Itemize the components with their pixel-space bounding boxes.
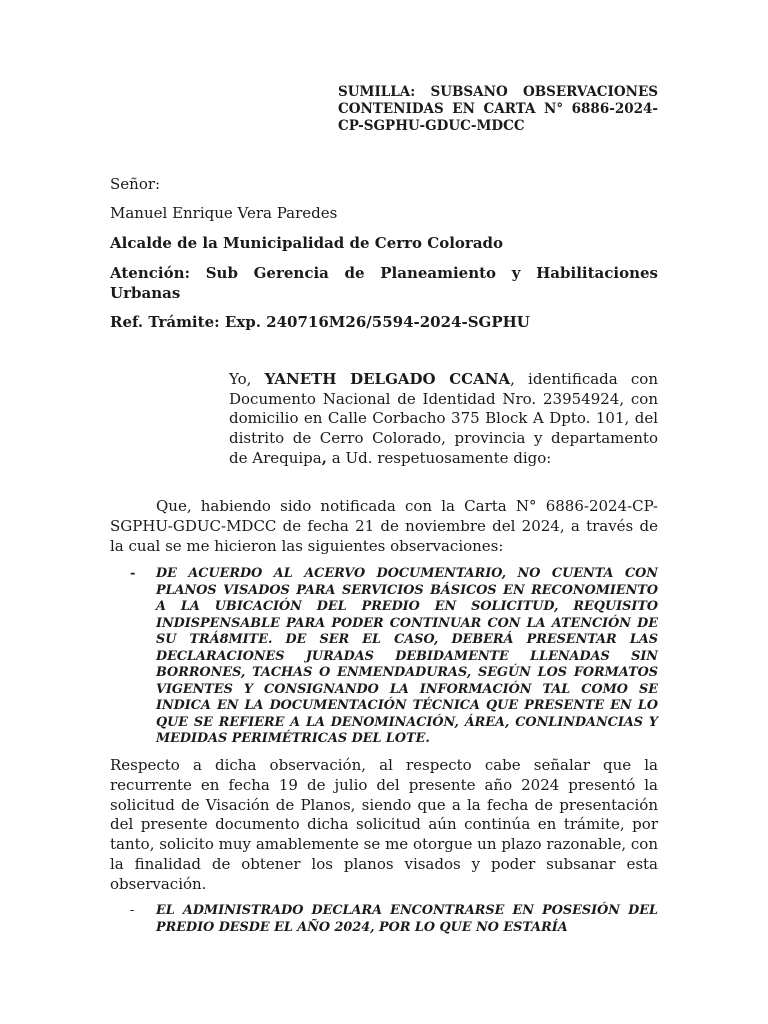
intro-comma: , bbox=[321, 448, 327, 467]
paragraph-response: Respecto a dicha observación, al respecto cabe señalar que la recurrente en fecha 19 de julio del presente año 2024 presentó la solicitud de Visación de Planos, siendo que a la fecha de presentación del presente documento dicha solicitud aún continúa en trámite, por tanto, solicito muy amablemente se me otorgue un plazo razonable, con la finalidad de obtener los planos visados y poder subsanar esta observación. bbox=[110, 756, 658, 893]
observation-text: DE ACUERDO AL ACERVO DOCUMENTARIO, NO CUENTA CON PLANOS VISADOS PARA SERVICIOS BÁSICOS EN RECONOMIENTO A LA UBICACIÓN DEL PREDIO EN SOLICITUD, REQUISITO INDISPENSABLE PARA PODER CONTINUAR CON LA ATENCIÓN DE SU TRÁ8MITE. DE SER EL CASO, DEBERÁ PRESENTAR LAS DECLARACIONES JURADAS DEBIDAMENTE LLENADAS SIN BORRONES, TACHAS O ENMENDADURAS, SEGÚN LOS FORMATOS VIGENTES Y CONSIGNANDO LA INFORMACIÓN TAL COMO SE INDICA EN LA DOCUMENTACIÓN TÉCNICA QUE PRESENTE EN LO QUE SE REFIERE A LA DENOMINACIÓN, ÁREA, CONLINDANCIAS Y MEDIDAS PERIMÉTRICAS DEL LOTE. bbox=[156, 566, 658, 746]
intro-paragraph bbox=[229, 370, 658, 469]
sumilla-heading: SUMILLA: SUBSANO OBSERVACIONES CONTENIDAS EN CARTA N° 6886-2024-CP-SGPHU-GDUC-MDCC bbox=[338, 84, 658, 134]
intro-prefix: Yo, bbox=[229, 370, 265, 388]
observation-item bbox=[110, 903, 658, 936]
recipient-name: Manuel Enrique Vera Paredes bbox=[110, 204, 338, 222]
observation-text: EL ADMINISTRADO DECLARA ENCONTRARSE EN POSESIÓN DEL PREDIO DESDE EL AÑO 2024, POR LO QUE NO ESTARÍA bbox=[156, 903, 658, 935]
applicant-name: YANETH DELGADO CCANA bbox=[264, 370, 511, 388]
intro-body: , identificada con Documento Nacional de Identidad Nro. 23954924, con domicilio en Calle Corbacho 375 Block A Dpto. 101, del distrito de Cerro Colorado, provincia y departamento de Arequipa bbox=[229, 370, 658, 467]
salutation: Señor: bbox=[110, 175, 161, 193]
observation-marker: - bbox=[130, 903, 135, 918]
observation-marker: - bbox=[130, 566, 136, 581]
reference-line: Ref. Trámite: Exp. 240716M26/5594-2024-SGPHU bbox=[110, 313, 530, 331]
intro-suffix: a Ud. respetuosamente digo: bbox=[326, 448, 552, 467]
observation-item bbox=[110, 566, 658, 748]
paragraph-notification-text: Que, habiendo sido notificada con la Carta N° 6886-2024-CP-SGPHU-GDUC-MDCC de fecha 21 de noviembre del 2024, a través de la cual se me hicieron las siguientes observaciones: bbox=[110, 497, 658, 555]
attention-line: Atención: Sub Gerencia de Planeamiento y Habilitaciones Urbanas bbox=[110, 264, 658, 302]
paragraph-notification bbox=[110, 497, 658, 556]
recipient-title: Alcalde de la Municipalidad de Cerro Colorado bbox=[110, 234, 504, 252]
